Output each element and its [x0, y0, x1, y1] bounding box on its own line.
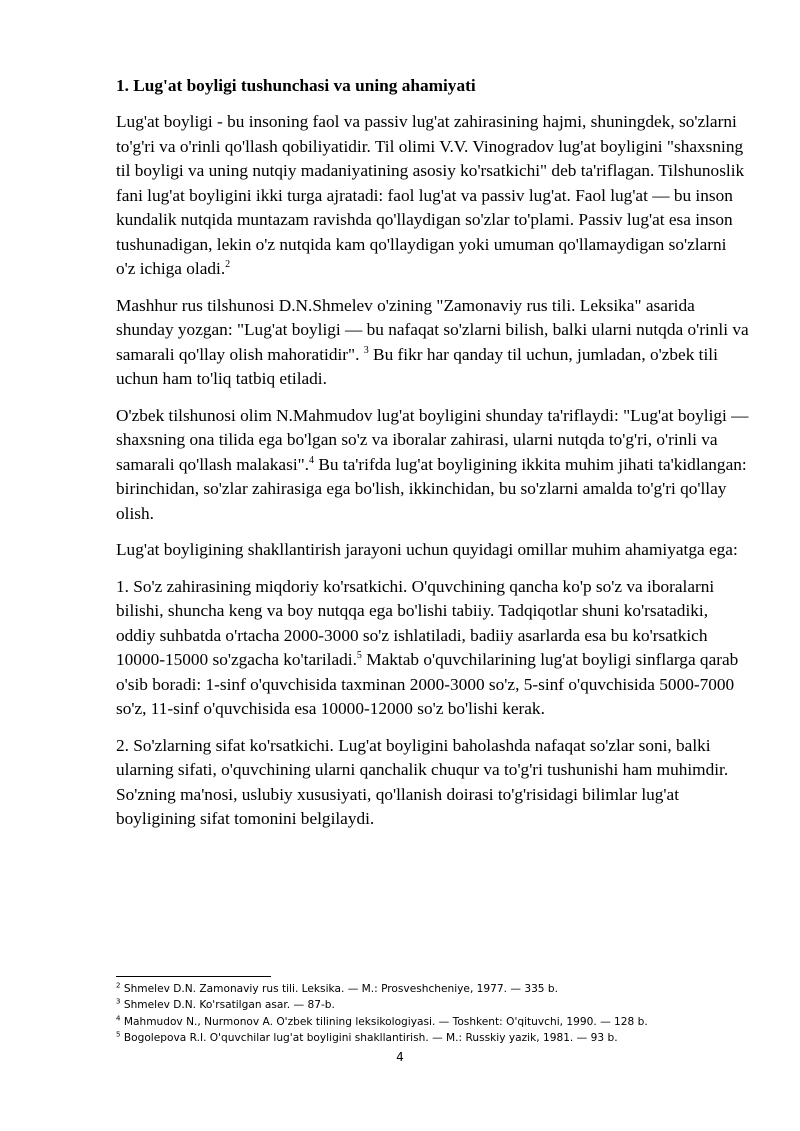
footnote-item: $^5$ Bogolepova R.I. O'quvchilar lug'at boyligini shakllantirish. — M.: Russkiy yazik, 1981. — 93 b. [116, 1030, 618, 1044]
paragraph: O'zbek tilshunosi olim N.Mahmudov lug'at boyligini shunday ta'riflaydi: "Lug'at boyligi — shaxsning ona tilida ega bo'lgan so'z va iboralar zahirasi, ularni nutqda to'g'ri, o'rinli va samarali qo'llash malakasi".$^4$ Bu ta'rifda lug'at boyligining ikkita muhim jihati ta'kidlangan: birinchidan, so'zlar zahirasiga ega bo'lish, ikkinchidan, bu so'zlarni amalda to'g'ri qo'llay olish. [116, 405, 749, 523]
footnote-ref[interactable]: 4 [309, 454, 315, 466]
paragraph: Lug'at boyligining shakllantirish jarayoni uchun quyidagi omillar muhim ahamiyatga ega: [116, 540, 738, 559]
footnote-ref[interactable]: 2 [225, 259, 231, 271]
footnote-separator [116, 976, 271, 977]
footnote-item: $^2$ Shmelev D.N. Zamonaviy rus tili. Leksika. — M.: Prosveshcheniye, 1977. — 335 b. [116, 981, 559, 995]
page-number: 4 [396, 1050, 404, 1064]
paragraph: Mashhur rus tilshunosi D.N.Shmelev o'zining "Zamonaviy rus tili. Leksika" asarida shunday yozgan: "Lug'at boyligi — bu nafaqat so'zlarni bilish, balki ularni nutqda o'rinli va samarali qo'llay olish mahoratidir". $^3$ Bu fikr har qanday til uchun, jumladan, o'zbek tili uchun ham to'liq tatbiq etiladi. [116, 295, 749, 388]
footnote-item: $^4$ Mahmudov N., Nurmonov A. O'zbek tilining leksikologiyasi. — Toshkent: O'qituvchi, 1990. — 128 b. [116, 1014, 648, 1028]
body-content [116, 74, 750, 844]
paragraph: Lug'at boyligi - bu insoning faol va passiv lug'at zahirasining hajmi, shuningdek, so'zlarni to'g'ri va o'rinli qo'llash qobiliyatidir. Til olimi V.V. Vinogradov lug'at boyligini "shaxsning til boyligi va uning nutqiy madaniyatining asosiy ko'rsatkichi" deb ta'riflagan. Tilshunoslik fani lug'at boyligini ikki turga ajratadi: faol lug'at va passiv lug'at. Faol lug'at — bu inson kundalik nutqida muntazam ravishda qo'llaydigan so'zlar to'plami. Passiv lug'at esa inson tushunadigan, lekin o'z nutqida kam qo'llaydigan yoki umuman qo'llamaydigan so'zlarni o'z ichiga oladi.$^2$ [116, 112, 745, 278]
footnotes [116, 976, 756, 1046]
paragraph: 2. So'zlarning sifat ko'rsatkichi. Lug'at boyligini baholashda nafaqat so'zlar soni, balki ularning sifati, o'quvchining ularni qanchalik chuqur va to'g'ri tushunishi ham muhimdir. So'zning ma'nosi, uslubiy xususiyati, qo'llanish doirasi to'g'risidagi bilimlar lug'at boyligining sifat tomonini belgilaydi. [116, 735, 729, 828]
footnote-ref[interactable]: 5 [356, 650, 362, 662]
footnote-ref[interactable]: 3 [363, 344, 369, 356]
section-heading: 1. Lug'at boyligi tushunchasi va uning ahamiyati [116, 76, 476, 95]
paragraph: 1. So'z zahirasining miqdoriy ko'rsatkichi. O'quvchining qancha ko'p so'z va iboralarni bilishi, shuncha keng va boy nutqqa ega bo'lishi tabiiy. Tadqiqotlar shuni ko'rsatadiki, oddiy suhbatda o'rtacha 2000-3000 so'z ishlatiladi, badiiy asarlarda esa bu ko'rsatkich 10000-15000 so'zgacha ko'tariladi.$^5$ Maktab o'quvchilarining lug'at boyligi sinflarga qarab o'sib boradi: 1-sinf o'quvchisida taxminan 2000-3000 so'z, 5-sinf o'quvchisida 5000-7000 so'z, 11-sinf o'quvchisida esa 10000-12000 so'z bo'lishi kerak. [116, 576, 739, 718]
footnote-item: $^3$ Shmelev D.N. Ko'rsatilgan asar. — 87-b. [116, 997, 335, 1012]
